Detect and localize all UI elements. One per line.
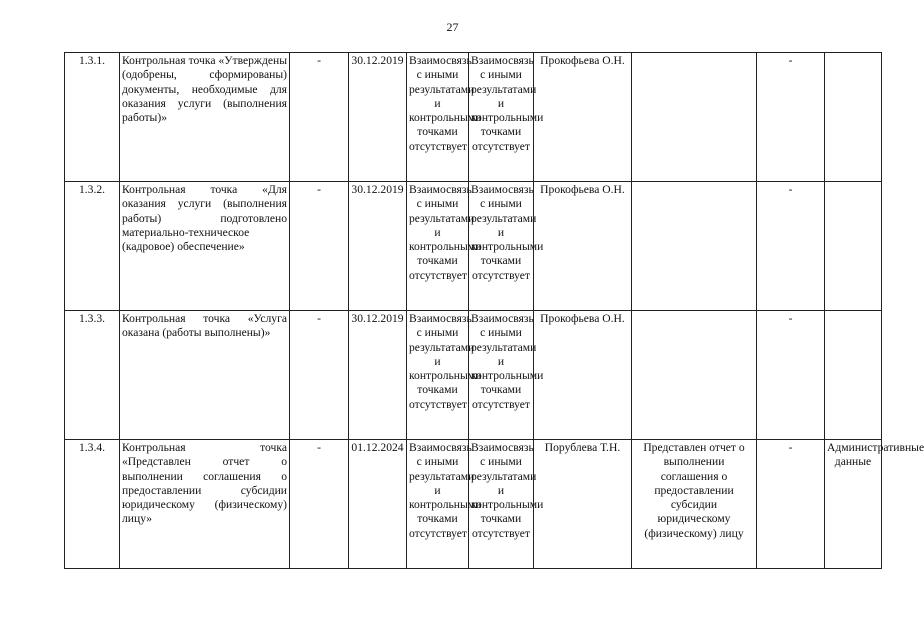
empty-marker: - [757, 182, 825, 311]
link-results: Взаимосвязь с иными результатами и контрольными точками отсутствует [407, 311, 469, 440]
link-results: Взаимосвязь с иными результатами и контрольными точками отсутствует [407, 53, 469, 182]
data-source [825, 182, 882, 311]
link-results: Взаимосвязь с иными результатами и контрольными точками отсутствует [407, 182, 469, 311]
data-source [825, 311, 882, 440]
control-points-table [64, 52, 924, 569]
responsible: Прокофьева О.Н. [534, 311, 632, 440]
due-date: 01.12.2024 [349, 440, 407, 569]
row-number: 1.3.3. [65, 311, 120, 440]
responsible: Прокофьева О.Н. [534, 182, 632, 311]
document-type [632, 311, 757, 440]
responsible: Прокофьева О.Н. [534, 53, 632, 182]
empty-marker: - [290, 53, 349, 182]
empty-marker: - [757, 53, 825, 182]
empty-marker: - [757, 440, 825, 569]
table-row [65, 440, 882, 569]
document-type [632, 182, 757, 311]
link-points: Взаимосвязь с иными результатами и контрольными точками отсутствует [469, 53, 534, 182]
table-row [65, 311, 882, 440]
responsible: Порублева Т.Н. [534, 440, 632, 569]
link-points: Взаимосвязь с иными результатами и контрольными точками отсутствует [469, 182, 534, 311]
document-type: Представлен отчет о выполнении соглашения о предоставлении субсидии юридическому (физическому) лицу [632, 440, 757, 569]
table-row [65, 53, 882, 182]
due-date: 30.12.2019 [349, 311, 407, 440]
row-number: 1.3.1. [65, 53, 120, 182]
empty-marker: - [757, 311, 825, 440]
data-source: Административные данные [825, 440, 882, 569]
due-date: 30.12.2019 [349, 182, 407, 311]
due-date: 30.12.2019 [349, 53, 407, 182]
control-point-name: Контрольная точка «Услуга оказана (работы выполнены)» [120, 311, 290, 440]
data-source [825, 53, 882, 182]
empty-marker: - [290, 440, 349, 569]
row-number: 1.3.4. [65, 440, 120, 569]
table-row [65, 182, 882, 311]
row-number: 1.3.2. [65, 182, 120, 311]
control-point-name: Контрольная точка «Для оказания услуги (выполнения работы) подготовлено материально-техническое (кадровое) обеспечение» [120, 182, 290, 311]
control-point-name: Контрольная точка «Представлен отчет о выполнении соглашения о предоставлении субсидии юридическому (физическому) лицу» [120, 440, 290, 569]
link-points: Взаимосвязь с иными результатами и контрольными точками отсутствует [469, 311, 534, 440]
page-number: 27 [446, 20, 459, 34]
document-type [632, 53, 757, 182]
empty-marker: - [290, 311, 349, 440]
empty-marker: - [290, 182, 349, 311]
link-points: Взаимосвязь с иными результатами и контрольными точками отсутствует [469, 440, 534, 569]
link-results: Взаимосвязь с иными результатами и контрольными точками отсутствует [407, 440, 469, 569]
control-point-name: Контрольная точка «Утверждены (одобрены, сформированы) документы, необходимые для оказания услуги (выполнения работы)» [120, 53, 290, 182]
